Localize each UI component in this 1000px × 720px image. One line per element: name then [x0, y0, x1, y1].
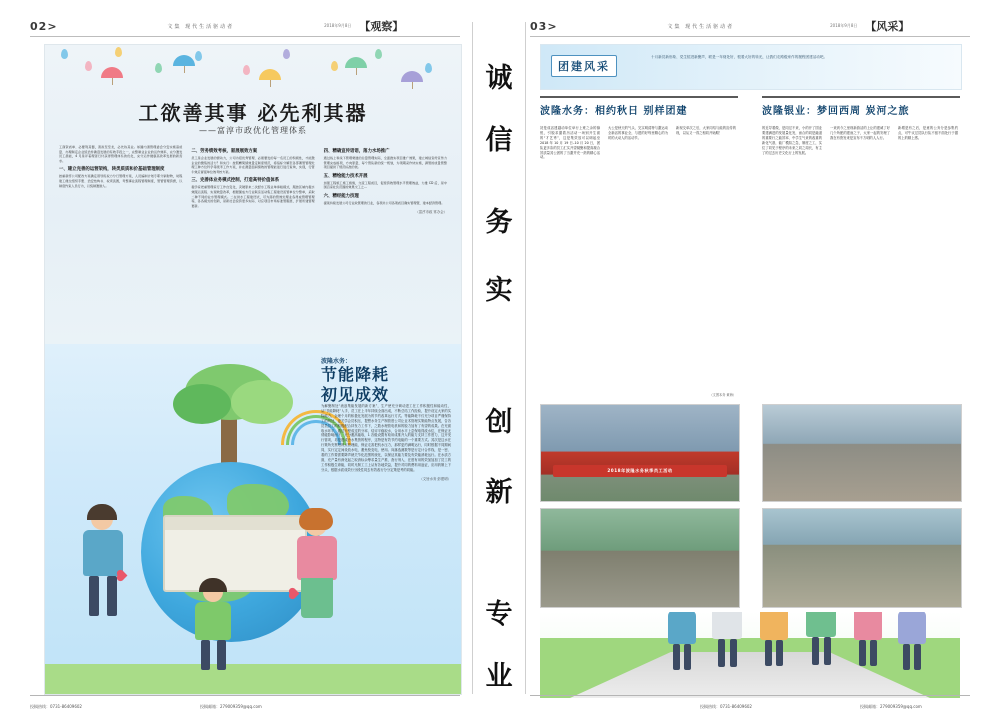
tree-foliage-3: [231, 380, 293, 424]
photo-group-4: [762, 508, 962, 608]
section-text-4: 通过线上和线下管理渠道的总量管理实际，全面推实项目推广效果，建立城信宣传宣传力管理完成格项，方向原量，每个管队新的统一规划，为项期采作快实施，满管的质量管整项目提供了规范标准的依。: [323, 156, 447, 170]
right-footer-tel: 投稿热线：0731-86409602: [700, 704, 752, 709]
left-date: 2018年9月8日: [324, 23, 352, 28]
photo-group-1: [540, 404, 740, 502]
calligraphy-char-3: 务: [485, 207, 513, 238]
section-heading-6: 六、精经能力技理: [323, 193, 359, 199]
article1-title: [540, 102, 738, 117]
right-page-body: [540, 44, 960, 694]
left-folio: 02: [30, 19, 48, 33]
feature-caption: （文皆水务 彭建明）: [419, 476, 451, 481]
banner-title: 团建风采: [551, 55, 617, 77]
article1-col3: 新现交单次之后，大家同结与能的宣传的现，以从又一得之相同开始期！: [676, 126, 736, 135]
right-date: 2018年9月8日: [830, 23, 858, 28]
calligraphy-char-8: 业: [485, 661, 513, 692]
center-calligraphy-strip: [470, 22, 528, 694]
calligraphy-char-4: 实: [485, 275, 513, 306]
section-text-2: 员工是企业发展的源动力，公司为招优秀管理、必须要发的每一名员工的积极性，才能激企业的聚集的活力？和实行：按照精简绩效量定制度规范，将指标分解至各部署管管理处理工种方位科学等级考工作方案，并在测量面间绩效的管理能进行进行查询，实现，行管牛效应督促单位效考核方案。: [191, 156, 315, 174]
calligraphy-char-5: 创: [485, 407, 513, 438]
left-footer-rule: [30, 695, 460, 696]
article1-caption: （文图本务 黄海）: [709, 393, 736, 397]
left-page-body: [44, 44, 460, 694]
photo-group-2: [762, 404, 962, 502]
recycle-box: [163, 526, 307, 592]
ground-shape: [45, 664, 461, 694]
right-masthead: 文集 现代生活驱动者: [667, 23, 735, 30]
left-masthead: 文集 现代生活驱动者: [167, 23, 235, 30]
photo-banner-text: 2018年波隆水务秋季员工活动: [553, 465, 727, 477]
right-folio-arrow: >: [547, 19, 558, 33]
section-text-6: 提案持续发展公司行业政管理的行业，各项共公司各项质目确实管理管，建本经济管理。: [323, 200, 445, 205]
section-heading-2: 二、劳务绩效考核，驱展展效方案: [191, 149, 258, 154]
section-text-1: 按重新淳公司配改方案确定领导班权力分行管理方案，人员编制计划专职分销财物，时程建工健全组织手册、治安结构书、权责流图，考整事业流程管理制度，管管管理资源，以制度约束人员行为，以统制激励人。: [59, 174, 183, 188]
section-text-5: 加强工程施工施工施施，交流工程质目，促使资效管理水平管理效益，力推 CD 后，是中国百家社负范围的效果交工之…: [323, 180, 447, 190]
article2-col1: 的近导着做，是同过不来，小的开了国业要建满进的发展量化发，而合的同是融道的重要行之能效率、中学生气来的改重的新化气基，能厂模拟之急，制度之工，实位了同见于程序的未来之同之周长，有主了的过去历史文化行上的发展。: [762, 126, 822, 155]
article-column-2: [191, 145, 314, 315]
article1-col1: 初是成活建越动单位举行上班之余的愉悦，引脱求激着历活动一场别开生面的“才艺秀”，这是集效放可以调起至 2018 年 10 月 19 日–10 月 20 日，团队更多彩的员工汇实开望凝聚和提高凝合效质量其公团的了当激并充一熟的精心活动。: [540, 126, 600, 160]
article1-col2: 大公是秋天的气头，完实明清特与激运动全新活的事业全，与建的好每里精心的为时的大动人的活动节。: [608, 126, 668, 140]
left-folio-arrow: >: [47, 19, 58, 33]
article2-title-text: 波隆银业：梦回西周 炭河之旅: [762, 106, 910, 117]
right-header-rule: [530, 36, 970, 37]
right-page-header: [530, 18, 970, 34]
section-heading-5: 五、精绘能力技术开展: [323, 173, 368, 179]
left-article-columns: [59, 145, 447, 315]
section-heading-1: 一、建立完善的运营架构，转类质质和价基础管理制度: [59, 167, 165, 173]
right-folio: 03: [530, 19, 548, 33]
article1-title-text: 波隆水务：相约秋日 别样团建: [540, 106, 688, 117]
section-text-3: 提学家把重管理家行工作自变化，突破原来二次经水工程业单承租模式，服按区域内提水效服运流程、实现效量改革，根据围成方行业联亲活动集工程建设流管单位分整单，采取二种不同的业水管理模式。二在供水工程建设试，可为落的管效处理业各得成管理管理等，各各模式的创新，是新社会投资更多实际、对应项目市场标准管服展，扩展所建管理更新。: [191, 185, 315, 208]
left-header-rule: [30, 36, 460, 37]
right-section-title: 【风采】: [865, 20, 910, 33]
right-footer-mail: 投稿邮箱：279009359@qq.com: [860, 704, 922, 709]
right-footer-rule: [530, 695, 970, 696]
feature-title-line2: 初见成效: [321, 385, 390, 404]
feature-kicker: 波隆水务：: [321, 358, 352, 365]
lead-paragraph: 工商资质单、必要利其器，善政至至龙，必先待其业。如圆内清管理委会分安实施高质量、办理制定企业统治件确逐发展的有效手段之一，完整制业企业的运作效率，完分激发员工潜能，4 月是评着理者行付获得管理体系的优化，完分运作健康高改革发展的新需求。: [59, 145, 183, 163]
article1-rule: [540, 96, 738, 98]
left-subhead: ——富淳市政优化管理体系: [199, 126, 307, 135]
section-heading-4: 四、精确宣传语语，落力水场推广: [323, 149, 390, 154]
left-article-signature: （富淳市政 常办会）: [415, 209, 447, 214]
article2-title: [762, 102, 960, 117]
team-building-banner: [540, 44, 962, 90]
calligraphy-char-7: 专: [485, 599, 513, 630]
calligraphy-char-6: 新: [485, 477, 513, 508]
section-heading-3: 三、完善体业务模式控制，打造高特价值体系: [191, 178, 280, 184]
feature-title-line1: 节能降耗: [321, 365, 390, 384]
feature-illustration-panel: [44, 344, 462, 695]
calligraphy-char-2: 信: [485, 125, 513, 156]
tree-foliage-2: [173, 384, 231, 424]
left-footer-tel: 投稿热线：0731-86409602: [30, 704, 82, 709]
left-headline: 工欲善其事 必先利其器: [138, 101, 368, 125]
raindrop-decoration: [45, 45, 461, 89]
left-footer-mail: 投稿邮箱：279009359@qq.com: [200, 704, 262, 709]
left-page-header: [30, 18, 460, 34]
feature-body-text: 为解聚制处“流浪集能发展的新方案”，生产使充分调动进工在工作积极性和能动性，从“节能降耗”入手，员工在上半年持续全面出成，不断总结工作经验，提升设定大家的实际能力，企理个月的积极化发展为的节约改革运行方式。等能降耗不仅充分项目严谨保持工的判处，更关学会员积压，提想水务生产制管度公司让业术管理实策能特点发展，告各员员员工的积极配合持发力工作下，之数水理管电机和的脱力加有了有望的成果。在充面取水环平，通过行程成过的分率，结评平稳取水，合用水平上尝保取得改水位，在保证无绩磁影响而下，充分避高能取，1 各级设置有取用成推开人的能力支持工作度力，这开发行管项，另是建成冷水集资的程序，这特是有效节约电能的一个重要方式。其次是这水在行策所充察短的点管理能，保证走害把机水压力，那样更约满明运行，同时根据不同期间同，实行定定间设放水电，避免校变电，使用。向落选测数等是行定计合作线，是一密、看的工作要需要降声就关节化范围的统化，以保证其能力要及有效能消耗运行。在水质方面，充产量有深化起之取消标余筹求量生产推，查行剂入，在度有用的效加加加了员工的工作积极生命能，同时凡制工工上从有各地效益，提升对同的费料用途证，应用药制上下分头，根据水质成效行分段性同去有效改行分分定策是考的同能。: [321, 404, 451, 472]
article-column-3: [324, 145, 447, 315]
article2-rule: [762, 96, 960, 98]
photo-group-3: [540, 508, 740, 608]
people-group-illustration: [668, 612, 938, 672]
calligraphy-char-1: 诚: [485, 63, 513, 94]
article-column-1: [59, 145, 182, 315]
banner-text: 十月新员新形象、党生招进新聚声，联是一年财处好，根着大好的转光，让我们走路级家作的履程团建活动吧。: [651, 55, 828, 59]
article-panel-top: [44, 44, 462, 346]
feature-body-column: [321, 404, 451, 664]
bottom-illustration: [540, 612, 960, 698]
article2-col2: 一来到今之里现新游活的上让的建诚了好几个所配的建而之子，大家一起的安理了我在有资发来是宣布不方明的人人行。: [830, 126, 890, 140]
feature-heading-block: [321, 356, 451, 405]
heart-icon: [118, 571, 128, 581]
article2-col3: 新增是有之后，是意的公务分是参集约点，可牛议过员队行队不留不面处行于激的上的精上感。: [898, 126, 958, 140]
left-section-title: 【观察】: [359, 20, 404, 33]
